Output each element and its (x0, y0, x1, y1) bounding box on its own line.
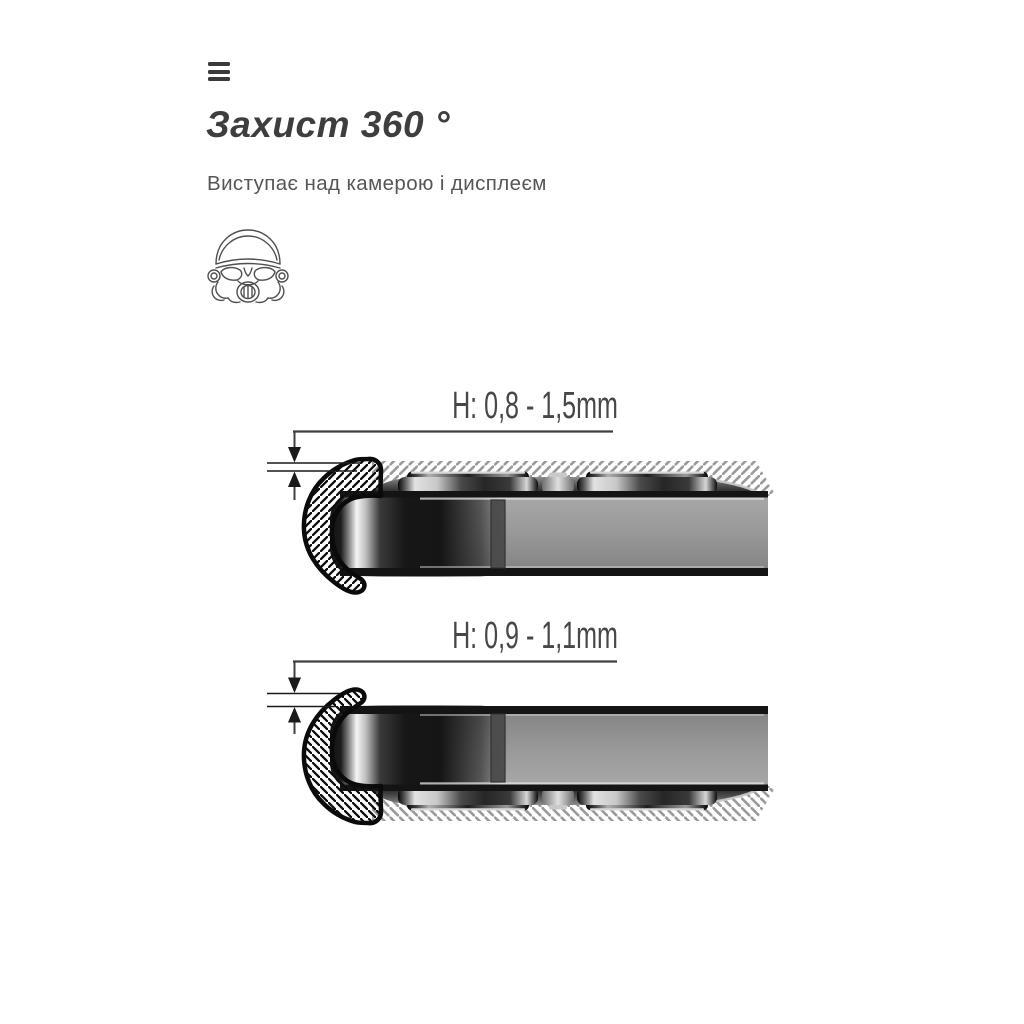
phone-body-edge (330, 491, 768, 577)
arrow-down-icon (288, 447, 301, 463)
arrow-down-icon (288, 678, 301, 694)
page-subtitle: Виступає над камерою і дисплеєм (207, 172, 547, 195)
phone-cross-section-camera-side (304, 459, 776, 593)
lens-gap-highlight (549, 473, 567, 478)
phone-cross-section-display-side (304, 689, 776, 823)
camera-lens-right (577, 472, 717, 495)
lens-gap (542, 477, 574, 493)
page-title: Захист 360 ° (206, 104, 451, 145)
dimension-label-display-side: H: 0,9 - 1,1mm (452, 615, 618, 657)
arrow-up-icon (288, 472, 301, 488)
arrow-up-icon (288, 707, 301, 723)
camera-lens-left (398, 472, 538, 495)
dimension-label-camera-side: H: 0,8 - 1,5mm (452, 385, 618, 427)
antenna-band (491, 500, 505, 568)
